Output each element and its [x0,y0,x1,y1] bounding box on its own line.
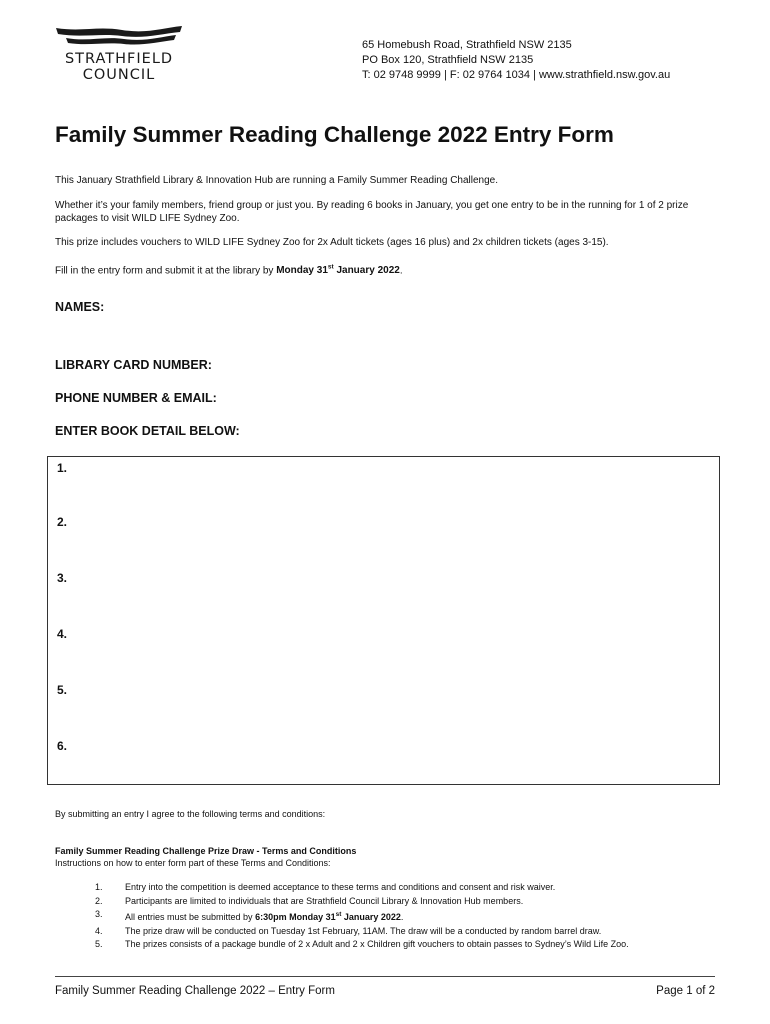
deadline-date: Monday 31st January 2022 [276,264,400,277]
intro-paragraph-2: Whether it’s your family members, friend group or just you. By reading 6 books in January, you get one entry to be in the running for 1 of 2 prize packages to visit WILD LIFE Sydney Zoo. [55,200,689,224]
address-contact: T: 02 9748 9999 | F: 02 9764 1034 | www.strathfield.nsw.gov.au [362,69,671,81]
terms-heading: Family Summer Reading Challenge Prize Draw - Terms and Conditions [55,846,357,856]
deadline-prefix: Fill in the entry form and submit it at the library by [55,265,277,277]
book-entry-6: 6. [57,739,68,753]
list-item: 1. Entry into the competition is deemed acceptance to these terms and conditions and consent and risk waiver. [95,882,556,892]
terms-list [55,881,715,952]
logo-wave-icon [52,24,192,54]
address-po-box: PO Box 120, Strathfield NSW 2135 [362,54,534,66]
agreement-text: By submitting an entry I agree to the following terms and conditions: [55,809,326,819]
book-detail-label: ENTER BOOK DETAIL BELOW: [55,424,240,438]
footer-title: Family Summer Reading Challenge 2022 – Entry Form [55,985,335,997]
names-label: NAMES: [55,300,105,314]
list-item: 2. Participants are limited to individuals that are Strathfield Council Library & Innovation Hub members. [95,895,524,906]
page-title: Family Summer Reading Challenge 2022 Entry Form [55,122,614,147]
library-card-label: LIBRARY CARD NUMBER: [55,358,212,372]
logo-line-2: COUNCIL [82,67,156,83]
footer-divider [55,976,715,977]
intro-paragraph-1: This January Strathfield Library & Innovation Hub are running a Family Summer Reading Challenge. [55,175,499,186]
book-entry-3: 3. [57,571,68,585]
council-logo [52,24,192,84]
book-entry-4: 4. [57,627,68,641]
list-item: 4. The prize draw will be conducted on Tuesday 1st February, 11AM. The draw will be a conducted by random barrel draw. [95,925,602,936]
book-detail-box[interactable] [47,456,720,785]
book-entry-2: 2. [57,515,68,529]
page-number: Page 1 of 2 [656,985,715,997]
logo-line-1: STRATHFIELD [64,51,174,67]
address-street: 65 Homebush Road, Strathfield NSW 2135 [362,39,572,51]
intro-paragraph-4: Fill in the entry form and submit it at the library by Monday 31st January 2022. [55,264,403,277]
terms-subheading: Instructions on how to enter form part of these Terms and Conditions: [55,858,331,868]
list-item: 3. All entries must be submitted by 6:30pm Monday 31st January 2022. [95,909,404,922]
council-address [362,38,670,83]
book-entry-1: 1. [57,461,68,475]
list-item: 5. The prizes consists of a package bundle of 2 x Adult and 2 x Children gift vouchers to obtain passes to Sydney’s Wild Life Zoo. [95,939,629,949]
intro-paragraph-3: This prize includes vouchers to WILD LIFE Sydney Zoo for 2x Adult tickets (ages 16 plus) and 2x children tickets (ages 3-15). [55,237,609,248]
phone-email-label: PHONE NUMBER & EMAIL: [55,391,217,405]
book-entry-5: 5. [57,683,68,697]
